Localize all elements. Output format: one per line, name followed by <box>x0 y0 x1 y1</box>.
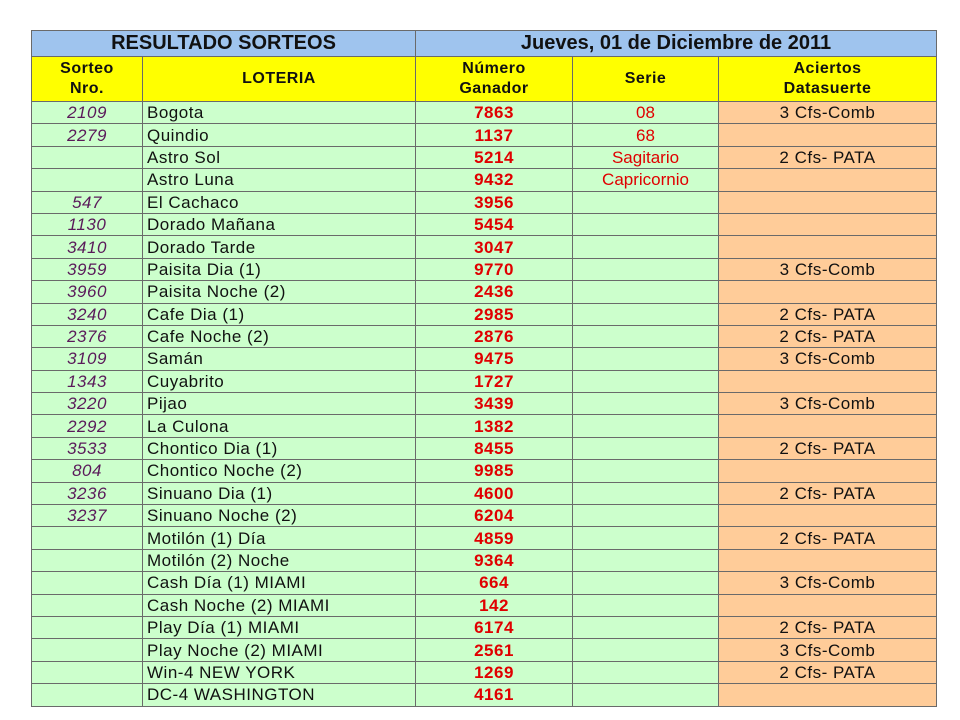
sorteo-cell: 1130 <box>32 213 143 235</box>
loteria-cell: Chontico Dia (1) <box>143 437 416 459</box>
aciertos-cell <box>719 213 937 235</box>
aciertos-cell: 3 Cfs-Comb <box>719 393 937 415</box>
loteria-cell: Chontico Noche (2) <box>143 460 416 482</box>
numero-cell: 9475 <box>416 348 573 370</box>
sorteo-cell <box>32 684 143 706</box>
serie-cell <box>573 572 719 594</box>
numero-cell: 9432 <box>416 169 573 191</box>
table-row <box>32 303 937 325</box>
serie-cell: 68 <box>573 124 719 146</box>
col-header-serie: Serie <box>573 57 719 102</box>
table-row <box>32 370 937 392</box>
serie-cell <box>573 437 719 459</box>
table-row <box>32 415 937 437</box>
serie-cell: Capricornio <box>573 169 719 191</box>
serie-cell <box>573 505 719 527</box>
numero-cell: 3047 <box>416 236 573 258</box>
table-row <box>32 124 937 146</box>
aciertos-cell: 2 Cfs- PATA <box>719 661 937 683</box>
sorteo-cell: 2376 <box>32 325 143 347</box>
aciertos-cell <box>719 505 937 527</box>
sorteo-cell <box>32 549 143 571</box>
sorteo-cell <box>32 527 143 549</box>
loteria-cell: Paisita Dia (1) <box>143 258 416 280</box>
serie-cell <box>573 549 719 571</box>
loteria-cell: Cafe Noche (2) <box>143 325 416 347</box>
aciertos-cell: 2 Cfs- PATA <box>719 527 937 549</box>
aciertos-cell <box>719 460 937 482</box>
aciertos-cell: 3 Cfs-Comb <box>719 639 937 661</box>
loteria-cell: DC-4 WASHINGTON <box>143 684 416 706</box>
col-header-numero <box>416 57 573 102</box>
col-header-sorteo-line1: Sorteo <box>60 60 114 77</box>
table-row <box>32 616 937 638</box>
numero-cell: 2985 <box>416 303 573 325</box>
loteria-cell: Dorado Mañana <box>143 213 416 235</box>
sorteo-cell: 3220 <box>32 393 143 415</box>
numero-cell: 5214 <box>416 146 573 168</box>
numero-cell: 142 <box>416 594 573 616</box>
numero-cell: 2561 <box>416 639 573 661</box>
numero-cell: 8455 <box>416 437 573 459</box>
sorteo-cell: 2109 <box>32 102 143 124</box>
serie-cell <box>573 348 719 370</box>
serie-cell <box>573 594 719 616</box>
table-row <box>32 191 937 213</box>
numero-cell: 5454 <box>416 213 573 235</box>
col-header-aciertos-line1: Aciertos <box>793 60 862 77</box>
loteria-cell: El Cachaco <box>143 191 416 213</box>
numero-cell: 1137 <box>416 124 573 146</box>
numero-cell: 9770 <box>416 258 573 280</box>
aciertos-cell: 3 Cfs-Comb <box>719 572 937 594</box>
serie-cell <box>573 236 719 258</box>
col-header-sorteo-line2: Nro. <box>70 80 104 97</box>
numero-cell: 4161 <box>416 684 573 706</box>
sorteo-cell <box>32 661 143 683</box>
table-row <box>32 213 937 235</box>
loteria-cell: Sinuano Noche (2) <box>143 505 416 527</box>
table-row <box>32 348 937 370</box>
numero-cell: 4600 <box>416 482 573 504</box>
loteria-cell: Motilón (1) Día <box>143 527 416 549</box>
aciertos-cell: 2 Cfs- PATA <box>719 303 937 325</box>
results-table <box>31 30 937 707</box>
loteria-cell: Play Noche (2) MIAMI <box>143 639 416 661</box>
numero-cell: 2436 <box>416 281 573 303</box>
serie-cell <box>573 639 719 661</box>
table-row <box>32 102 937 124</box>
sorteo-cell <box>32 594 143 616</box>
loteria-cell: La Culona <box>143 415 416 437</box>
table-row <box>32 661 937 683</box>
serie-cell <box>573 325 719 347</box>
aciertos-cell: 3 Cfs-Comb <box>719 258 937 280</box>
serie-cell <box>573 258 719 280</box>
serie-cell: 08 <box>573 102 719 124</box>
sorteo-cell: 3410 <box>32 236 143 258</box>
table-row <box>32 527 937 549</box>
sorteo-cell: 3960 <box>32 281 143 303</box>
numero-cell: 1269 <box>416 661 573 683</box>
serie-cell <box>573 482 719 504</box>
serie-cell <box>573 616 719 638</box>
col-header-aciertos-line2: Datasuerte <box>783 80 872 97</box>
aciertos-cell: 2 Cfs- PATA <box>719 146 937 168</box>
loteria-cell: Motilón (2) Noche <box>143 549 416 571</box>
loteria-cell: Cash Día (1) MIAMI <box>143 572 416 594</box>
col-header-sorteo <box>32 57 143 102</box>
numero-cell: 1382 <box>416 415 573 437</box>
table-row <box>32 169 937 191</box>
loteria-cell: Dorado Tarde <box>143 236 416 258</box>
loteria-cell: Samán <box>143 348 416 370</box>
table-row <box>32 281 937 303</box>
serie-cell <box>573 303 719 325</box>
aciertos-cell <box>719 124 937 146</box>
loteria-cell: Sinuano Dia (1) <box>143 482 416 504</box>
table-row <box>32 482 937 504</box>
loteria-cell: Play Día (1) MIAMI <box>143 616 416 638</box>
aciertos-cell: 3 Cfs-Comb <box>719 102 937 124</box>
serie-cell <box>573 661 719 683</box>
loteria-cell: Astro Sol <box>143 146 416 168</box>
aciertos-cell <box>719 684 937 706</box>
sorteo-cell <box>32 616 143 638</box>
numero-cell: 4859 <box>416 527 573 549</box>
title-row <box>32 31 937 57</box>
serie-cell <box>573 393 719 415</box>
aciertos-cell <box>719 236 937 258</box>
table-row <box>32 594 937 616</box>
numero-cell: 6174 <box>416 616 573 638</box>
sorteo-cell: 3236 <box>32 482 143 504</box>
loteria-cell: Cafe Dia (1) <box>143 303 416 325</box>
numero-cell: 3956 <box>416 191 573 213</box>
table-row <box>32 236 937 258</box>
aciertos-cell: 2 Cfs- PATA <box>719 482 937 504</box>
sorteo-cell <box>32 572 143 594</box>
aciertos-cell: 2 Cfs- PATA <box>719 325 937 347</box>
serie-cell: Sagitario <box>573 146 719 168</box>
col-header-numero-line2: Ganador <box>459 80 529 97</box>
loteria-cell: Pijao <box>143 393 416 415</box>
sorteo-cell: 3109 <box>32 348 143 370</box>
loteria-cell: Cash Noche (2) MIAMI <box>143 594 416 616</box>
sorteo-cell: 547 <box>32 191 143 213</box>
aciertos-cell: 2 Cfs- PATA <box>719 616 937 638</box>
serie-cell <box>573 191 719 213</box>
column-header-row <box>32 57 937 102</box>
numero-cell: 9364 <box>416 549 573 571</box>
aciertos-cell: 2 Cfs- PATA <box>719 437 937 459</box>
loteria-cell: Paisita Noche (2) <box>143 281 416 303</box>
table-row <box>32 325 937 347</box>
report-date: Jueves, 01 de Diciembre de 2011 <box>416 31 937 57</box>
table-row <box>32 549 937 571</box>
sorteo-cell: 2279 <box>32 124 143 146</box>
serie-cell <box>573 527 719 549</box>
sorteo-cell <box>32 146 143 168</box>
sorteo-cell: 3237 <box>32 505 143 527</box>
serie-cell <box>573 415 719 437</box>
numero-cell: 6204 <box>416 505 573 527</box>
table-row <box>32 393 937 415</box>
sorteo-cell: 804 <box>32 460 143 482</box>
table-row <box>32 460 937 482</box>
sorteo-cell: 3240 <box>32 303 143 325</box>
numero-cell: 2876 <box>416 325 573 347</box>
sorteo-cell <box>32 639 143 661</box>
serie-cell <box>573 460 719 482</box>
sorteo-cell: 3959 <box>32 258 143 280</box>
loteria-cell: Bogota <box>143 102 416 124</box>
numero-cell: 664 <box>416 572 573 594</box>
serie-cell <box>573 370 719 392</box>
table-row <box>32 639 937 661</box>
aciertos-cell <box>719 191 937 213</box>
numero-cell: 7863 <box>416 102 573 124</box>
aciertos-cell <box>719 281 937 303</box>
table-row <box>32 572 937 594</box>
serie-cell <box>573 213 719 235</box>
aciertos-cell <box>719 169 937 191</box>
table-row <box>32 437 937 459</box>
numero-cell: 9985 <box>416 460 573 482</box>
serie-cell <box>573 281 719 303</box>
col-header-numero-line1: Número <box>462 60 526 77</box>
sorteo-cell <box>32 169 143 191</box>
col-header-loteria: LOTERIA <box>143 57 416 102</box>
sorteo-cell: 1343 <box>32 370 143 392</box>
loteria-cell: Cuyabrito <box>143 370 416 392</box>
numero-cell: 3439 <box>416 393 573 415</box>
serie-cell <box>573 684 719 706</box>
col-header-aciertos <box>719 57 937 102</box>
report-title: RESULTADO SORTEOS <box>32 31 416 57</box>
loteria-cell: Astro Luna <box>143 169 416 191</box>
aciertos-cell <box>719 415 937 437</box>
aciertos-cell <box>719 549 937 571</box>
loteria-cell: Quindio <box>143 124 416 146</box>
table-row <box>32 146 937 168</box>
table-row <box>32 505 937 527</box>
table-row <box>32 258 937 280</box>
table-row <box>32 684 937 706</box>
aciertos-cell <box>719 370 937 392</box>
sorteo-cell: 3533 <box>32 437 143 459</box>
sorteo-cell: 2292 <box>32 415 143 437</box>
aciertos-cell: 3 Cfs-Comb <box>719 348 937 370</box>
loteria-cell: Win-4 NEW YORK <box>143 661 416 683</box>
numero-cell: 1727 <box>416 370 573 392</box>
aciertos-cell <box>719 594 937 616</box>
